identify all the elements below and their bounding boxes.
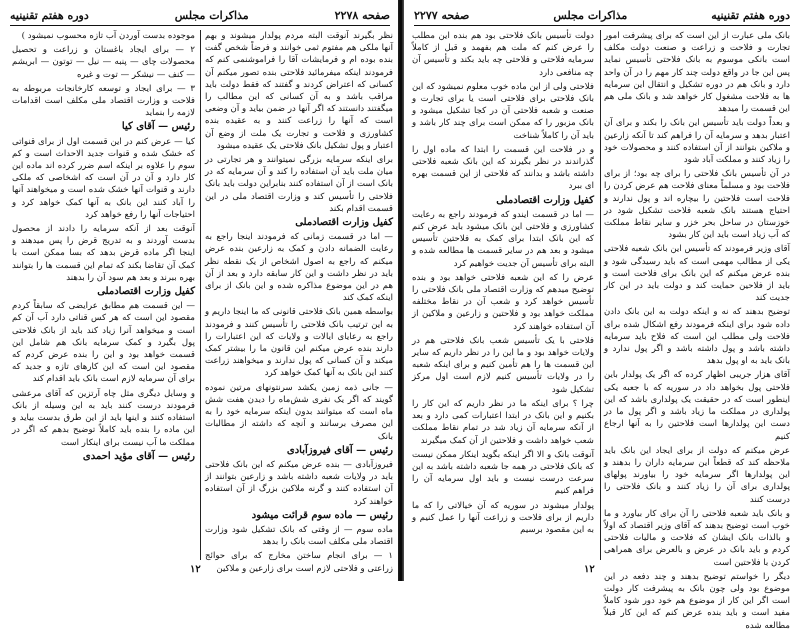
column-divider (600, 30, 601, 560)
paragraph: عرض را که این شعبه فلاحتی خواهد بود و بنده توضیح میدهم که وزارت اقتصاد ملی بانک فلاحتی را تأسیس خواهد کرد و شعب آن در نقاط مختلفه مملکت خواهد بود و فلاحتین و زارعین و ملاکین از آن استفاده خواهند کرد (412, 272, 594, 332)
session-label: دوره هفتم تقنینیه (10, 8, 89, 22)
page-title: مذاکرات مجلس (553, 8, 628, 22)
paragraph: ۲ — برای ایجاد باغستان و زراعت و تحصیل محصولات چای — پنبه — نیل — توتون — ابریشم — کنف — نیشکر — توت و غیره (12, 45, 195, 80)
page-number-label: صفحه ۲۲۷۷ (414, 8, 470, 22)
speaker-heading: کفیل وزارت اقتصادملی (295, 217, 393, 229)
column-divider (200, 30, 201, 560)
paragraph: و وسایل دیگری مثل چاه آرتزین که آقای مرعشی فرمودند درست کنند باید به این وسیله از بانک استفاده کنند و اینها باید از این طرق بدست بیاید و این ماده را بنده باید کاملاً توضیح بدهم که اگر در مملکت ما آب نیست برای اینکار است (12, 388, 195, 448)
paragraph: نظر بگیرند آنوقت البته مردم پولدار میشوند و بهم آنها ملکی هم مفتوم ثمی خوانند و فرضاً شخص گفت بنده بوده ام و فرمایشات آقا را فراموشنمی کنم که فرمودند اینکه میفرمائید فلاحتی بنده تصور میکنم آن کسانی که اعتراض کردند و گفتند که فقط دولت باید مراقب باشد و به آن کسانی که این مطالب را میگفتند دانستند که اگر آنها در ضمن بیاید و آن وضعی است که آنها را زراعت کنند و به عقیده بنده کشاورزی و فلاحت و تجارت یک ملت از وضع آن اعتبار و پول تشکیل بانک فلاحتی یک عقیده میشود (205, 31, 393, 151)
paragraph: فلاحتی ولی از این ماده خوب معلوم نمیشود که این بانک فلاحتی برای فلاحتی است یا برای تجارت و صنعت و شعبه فلاحتی آن در کجا تشکیل میشود و بانک مزبور را که ممکن است برای چند کار باشد و باید آن را کاملاً شناخت (412, 81, 594, 141)
paragraph: در آن تأسیس بانک فلاحتی را برای چه بود؛ از برای فلاحت بود و مسلماً معنای فلاحت هم عرض کردن را فلاحت است فلاحتین را بیچاره اند و پول ندارند و احتیاج هستند بانک شعبه فلاحت تشکیل شود در خوزستان در ساحل بحر خزر و سایر نقاط مملکت که آب زیاد است باید این کار بشود (604, 169, 790, 241)
paragraph: فیروزآبادی — بنده عرض میکنم که این بانک فلاحتی باید در ولایات شعبه داشته باشد و زارعین بتوانند از آن استفاده کنند و گرنه ملاکین بزرگ از آن استفاده خواهند کرد (205, 459, 393, 507)
speaker-heading: کفیل وزارت اقتصادملی (496, 194, 594, 206)
speaker-heading: رئیس — آقای فیروزآبادی (286, 444, 393, 456)
session-label: دوره هفتم تقنینیه (711, 8, 790, 22)
paragraph: — این قسمت هم مطابق عرایضی که سابقاً کردم مقصود این است که هر کس قناتی دارد آب آن کم است و میخواهد آنرا زیاد کند باید از بانک فلاحتی پول بگیرد و کمک سرمایه بانک هم شامل این قسمت خواهد بود و این را بنده عرض کردم که مقصود این است که این کارهای تازه و جدید که برای آن سرمایه لازم است بانک باید اقدام کند (12, 301, 195, 385)
speaker-heading: رئیس — ماده سوم قرائت میشود (251, 509, 393, 521)
speaker-heading: کفیل وزارت اقتصادملی (97, 286, 195, 298)
paragraph: ماده سوم — از وقتی که بانک تشکیل شود وزارت اقتصاد ملی مکلف است بانک را بدهد (205, 524, 393, 548)
paragraph: پولدار میشوند در سوریه که آن خیالاتی را که ما داریم از برای فلاحت و زراعت آنها را عمل کنیم و به این مقصود برسیم (412, 500, 594, 535)
paragraph: آنوقت بعد از آنکه سرمایه را دادند از محصول بدست آوردند و به تدریج قرض را پس میدهند و اینجا اگر ماده قرض بدهد که بسا ممکن است با کمک آن تقاضا بکند که تمام این قسمت ها را بتوانند بهره ببرند و بعد هم سود آن را بدهند (12, 224, 195, 283)
page-number-label: صفحه ۲۲۷۸ (334, 8, 390, 22)
paragraph: — اما در قسمت زمانی که فرمودند اینجا راجع به رعایت الضمانه دادن و کمک به زارعین بنده عرض میکنم که راجع به اصول اشخاص از یک نقطه نظر باید در نظر داشت و این کار سابقه دارد و بعد از آن هم در این موضوع مذاکره شده و این بانک از برای اینکه کمک کند (205, 232, 393, 304)
speaker-heading: رئیس — آقای مؤید احمدی (82, 450, 195, 462)
text-column-left (12, 30, 195, 560)
page-footer-number: ۱۲ (584, 564, 595, 575)
paragraph: عرض میکنم که دولت از برای ایجاد این بانک باید ملاحظه کند که قطعاً این سرمایه داران را بدهند و این پولدارها اگر سرمایه خود را بیاورند پولهای پولداری برای آن را زیاد کنند و بانک فلاحتی را درست کنند (604, 445, 790, 505)
paragraph: موجوده بدست آوردن آب تازه محسوب نمیشود ) (21, 31, 195, 41)
header-rule (414, 25, 790, 26)
paragraph: توضیح بدهند که نه و اینکه دولت به این بانک دادن داده شود برای اینکه فرمودند رفع اشکال شده برای فلاحت ولی مطلب این است که فلاح باید سرمایه داشته باشد و پول داشته باشد و اگر پول ندارد و بانک باید به او پول بدهد (604, 307, 790, 367)
paragraph: فلاحتی با یک تأسیس شعب بانک فلاحتی هم در ولایات خواهد بود و ما این را در نظر داریم که سایر این قسمت ها را هم تأمین کنیم و برای اینکه شعبه را در ولایات تأسیس کنیم لازم است اول مرکز تشکیل شود (412, 335, 594, 395)
paragraph: کیا — عرض کنم در این قسمت اول از برای قنواتی که خشک شده و قنوات جدید الاحداث است و کم سوم را علاوه بر اینکه اسم ضرر کرده اند ماده این کار دارد و آن در آن است که اشخاصی که ملکی دارند و قنوات آنها خشک شده است و میخواهند آنها را آباد کنند این بانک به آنها کمک خواهد کرد و احتیاجات آنها را رفع خواهد کرد (12, 136, 195, 220)
paragraph: — جانی ذمه زمین یکشد سرنتونهای مرتین نموده گویند که اگر یک نفری شش‌ماه را دیدن هفت شش ماه است که میتوانند بدون اینکه سرمایه خود را به این مصرف برسانند و آنچه که داشته از مطالبات بانک (205, 382, 393, 442)
paragraph: — اما در قسمت ایندو که فرمودند راجع به رعایت کشاورزی و فلاحتی این بانک میشود باید عرض کنم که این بانک ابتدا برای کمک به فلاحتین تأسیس میشود و بعد هم در سایر قسمت ها مطالعه شده و البته برای تأسیس آن جدیت خواهیم کرد (412, 209, 594, 269)
paragraph: بواسطه همین بانک فلاحتی قانونی که ما اینجا داریم و به این ترتیب بانک فلاحتی را تأسیس کنند و فرمودند راجع به رعایای ایالات و ولایات که این اعتبارات را دارند بنده عرض میکنم این قانون ما را بیشتر کمک میکند و آن کسانی که پول ندارند و میخواهند زراعت کنند این بانک به آنها کمک خواهد کرد (205, 307, 393, 379)
page-2277 (404, 0, 800, 631)
page-2278 (0, 0, 400, 581)
speaker-heading: رئیس — آقای کیا (121, 121, 195, 133)
paragraph: و در فلاحت این قسمت را ابتدا که ماده اول را گذراندند در نظر بگیرند که این بانک شعبه فلاحتی داشته باشد و بدانند که فلاحتی از این قسمت بهره ای ببرد (412, 144, 594, 192)
text-column-right (205, 30, 393, 574)
paragraph: ۱ — برای انجام ساختن مخارج که برای حوائج زراعتی و فلاحتی لازم است برای زارعین و ملاکین (205, 551, 393, 574)
paragraph: و بانک باید شعبه فلاحتی را آن برای کار بیاورد و ما خوب است توضیح بدهند که آقای وزیر اقتصاد که اولاً و بالذات بانک ایشان که فلاحت و مالیات فلاحتی کردم و باید بانک در عرض و بالعرض برای همراهی کردن با فلاحتین است (604, 508, 790, 568)
paragraph: چرا ؟ برای اینکه ما در نظر داریم که این کار را بکنیم و این بانک در ابتدا اعتبارات کمی دارد و بعد از آنکه سرمایه آن زیاد شد در تمام نقاط مملکت شعب خواهد داشت و فلاحتین از آن کمک میگیرند (412, 398, 594, 446)
paragraph: و بعداً دولت باید تأسیس این بانک را بکند و برای آن اعتبار بدهد و سرمایه آن را فراهم کند تا آنکه زارعین و ملاکین بتوانند از آن استفاده کنند و محصولات خود را زیاد کنند و مملکت آباد شود (604, 118, 790, 166)
page-title: مذاکرات مجلس (174, 8, 249, 22)
page-header (10, 6, 390, 24)
text-column-right (604, 30, 790, 631)
paragraph: بانک ملی عبارت از این است که برای پیشرفت امور تجارت و فلاحت و زراعت و صنعت دولت مکلف است بانکی موسوم به بانک فلاحتی تأسیس نماید پس این جا در واقع دولت چند کار مهم را در آن واحد دارد و بانک هم در دوره تشکیل و انتقال این سرمایه ها به فلاحت مشغول کار خواهد شد و بانک ملی هم این قسمت را میدهد (604, 31, 790, 115)
paragraph: آقای هزار جریبی اظهار کرده که اگر یک پولدار باین فلاحتی پول بخواهد داد در سوریه که با جعبه یکی اینطور است که در حقیقت یک پولداری باشد که این پولداری در مملکت ما زیاد باشد و اگر پول ما در دست این پولدارها است فلاحتین را به آنها ارجاع کنیم (604, 370, 790, 442)
page-footer-number: ۱۲ (190, 564, 201, 575)
header-rule (10, 25, 390, 26)
paragraph: ۳ — برای ایجاد و توسعه کارخانجات مربوطه به فلاحت و وزارت اقتصاد ملی مکلف است اقدامات لازمه را بنماید (12, 83, 195, 119)
page-header (414, 6, 790, 24)
text-column-left (412, 30, 594, 560)
paragraph: برای اینکه سرمایه بزرگی نمیتوانند و هر تجارتی در میان ملت باید آن استفاده را کند و آن سرمایه که در بانک است از آن استفاده کنند بنابراین دولت باید بانک فلاحتی را تأسیس کند و وزارت اقتصاد ملی در این قسمت اقدام بکند (205, 155, 393, 214)
paragraph: آقای وزیر فرمودند که تأسیس این بانک شعبه فلاحتی یکی از مطالب مهمی است که باید رسیدگی شود و بنده عرض میکنم که این بانک برای فلاحت است و باید از فلاحین حمایت کند و دولت باید در این کار جدیت کند (604, 244, 790, 304)
paragraph: دیگر را خواستم توضیح بدهند و چند دفعه در این موضوع بود ولی چون بانک به پیشرفت کار دولت است اگر این کار از موضوع هم خود دور شود کاملاً مفید است و باید بنده عرض کنم که این کار قبلاً مطالعه شده (604, 571, 790, 631)
paragraph: آنوقت بانک و الا اگر اینکه بگوید اینکار ممکن نیست که بانک فلاحتی در همه جا شعبه داشته باشد به این سرعت درست نیست و باید اول سرمایه آن را فراهم کنیم (412, 449, 594, 497)
paragraph: دولت تأسیس بانک فلاحتی بود هم بنده این مطلب را عرض کنم که ملت هم بفهمد و قبل از کاملاً سرمایه فلاحتی و فلاحتی چه باید بکند و تأسیس آن چه منافعی دارد (412, 31, 594, 78)
